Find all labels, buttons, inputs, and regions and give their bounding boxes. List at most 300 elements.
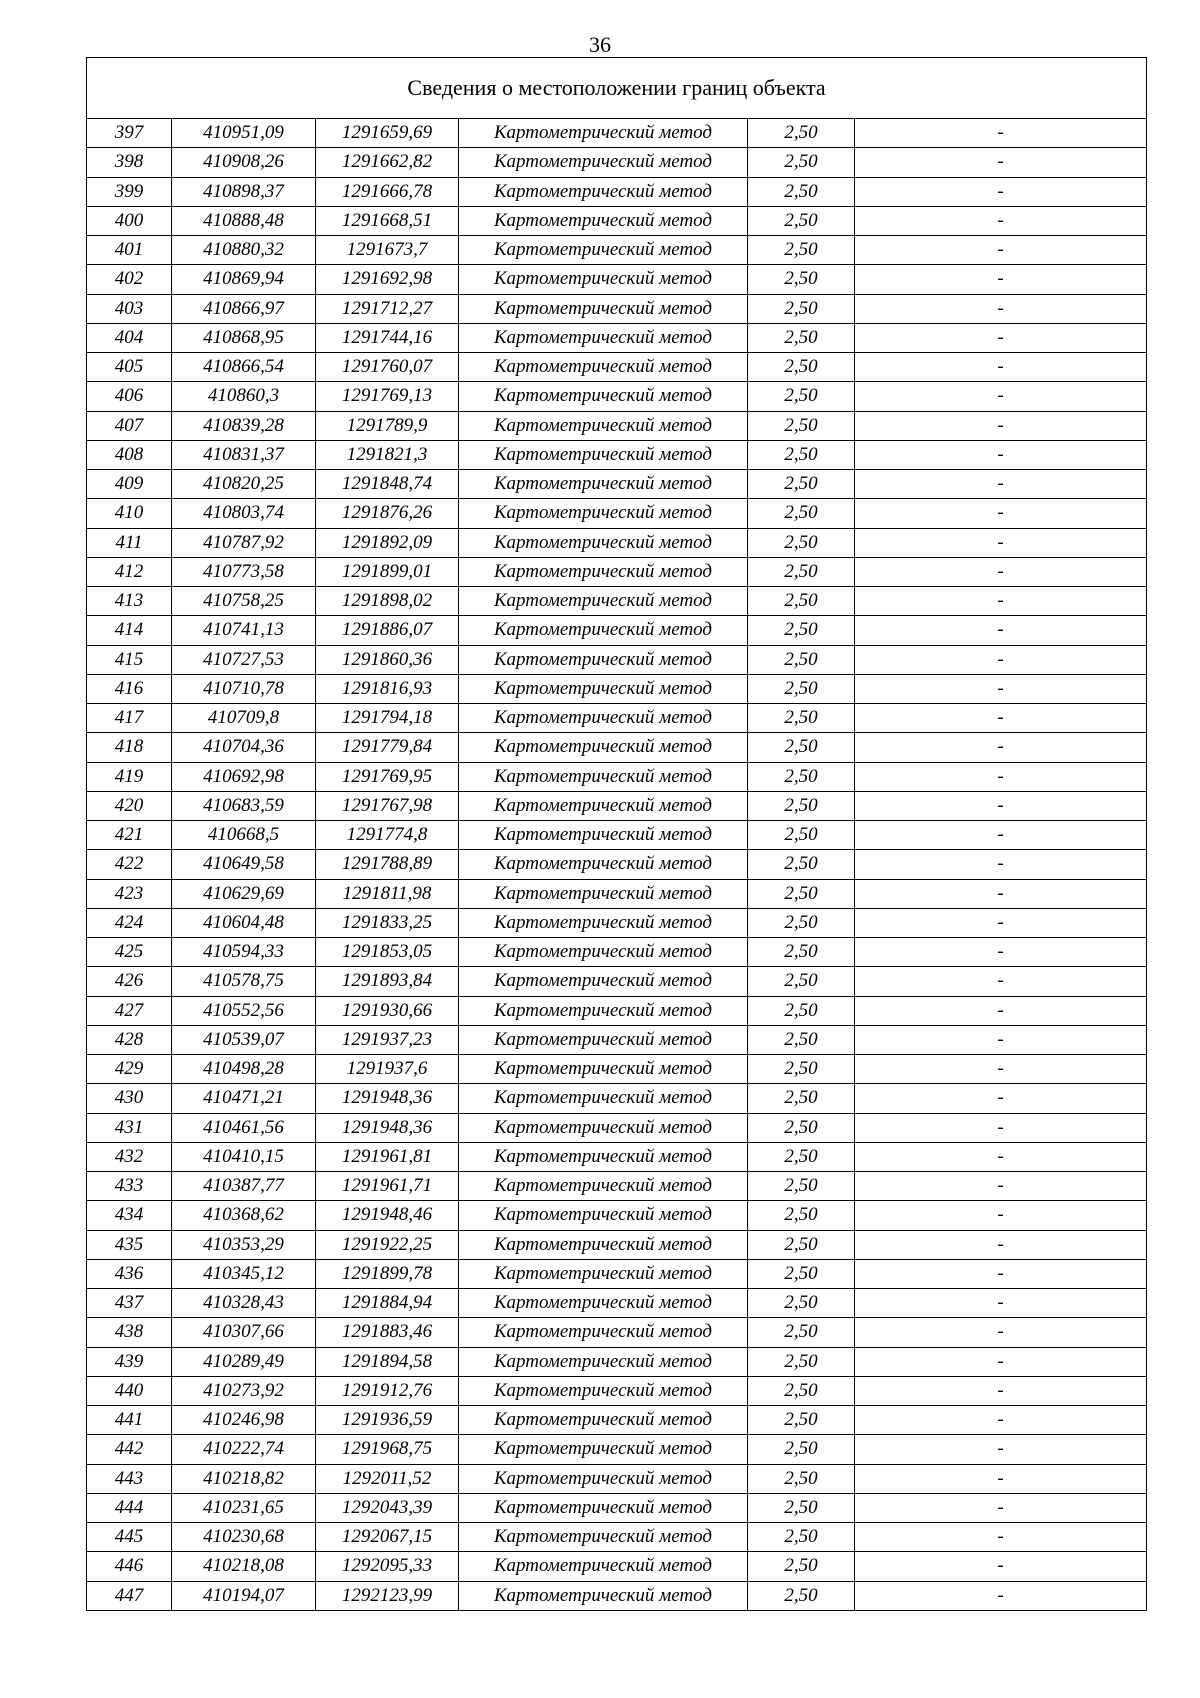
point-number-cell: 445 [87,1523,172,1552]
point-number-cell: 430 [87,1084,172,1113]
point-number-cell: 407 [87,411,172,440]
method-cell: Картометрический метод [459,1435,748,1464]
point-number-cell: 429 [87,1055,172,1084]
method-cell: Картометрический метод [459,879,748,908]
x-coordinate-cell: 410649,58 [172,850,316,879]
accuracy-cell: 2,50 [748,528,855,557]
point-number-cell: 398 [87,148,172,177]
y-coordinate-cell: 1291912,76 [316,1376,459,1405]
point-number-cell: 422 [87,850,172,879]
accuracy-cell: 2,50 [748,1581,855,1610]
table-row [87,470,1147,499]
x-coordinate-cell: 410307,66 [172,1318,316,1347]
x-coordinate-cell: 410866,97 [172,294,316,323]
table-row [87,1230,1147,1259]
description-cell: - [855,850,1147,879]
method-cell: Картометрический метод [459,1055,748,1084]
accuracy-cell: 2,50 [748,1318,855,1347]
y-coordinate-cell: 1291883,46 [316,1318,459,1347]
y-coordinate-cell: 1291936,59 [316,1406,459,1435]
point-number-cell: 443 [87,1464,172,1493]
table-row [87,499,1147,528]
y-coordinate-cell: 1291666,78 [316,177,459,206]
accuracy-cell: 2,50 [748,967,855,996]
table-row [87,1055,1147,1084]
table-row [87,879,1147,908]
method-cell: Картометрический метод [459,704,748,733]
accuracy-cell: 2,50 [748,645,855,674]
method-cell: Картометрический метод [459,1259,748,1288]
y-coordinate-cell: 1291898,02 [316,587,459,616]
x-coordinate-cell: 410539,07 [172,1025,316,1054]
table-row [87,1025,1147,1054]
table-row [87,616,1147,645]
method-cell: Картометрический метод [459,323,748,352]
accuracy-cell: 2,50 [748,791,855,820]
point-number-cell: 417 [87,704,172,733]
description-cell: - [855,1142,1147,1171]
point-number-cell: 436 [87,1259,172,1288]
x-coordinate-cell: 410604,48 [172,908,316,937]
description-cell: - [855,1552,1147,1581]
y-coordinate-cell: 1291769,13 [316,382,459,411]
accuracy-cell: 2,50 [748,1406,855,1435]
y-coordinate-cell: 1292123,99 [316,1581,459,1610]
description-cell: - [855,587,1147,616]
table-row [87,967,1147,996]
table-row [87,1201,1147,1230]
x-coordinate-cell: 410387,77 [172,1172,316,1201]
method-cell: Картометрический метод [459,236,748,265]
accuracy-cell: 2,50 [748,908,855,937]
description-cell: - [855,206,1147,235]
description-cell: - [855,411,1147,440]
method-cell: Картометрический метод [459,1552,748,1581]
accuracy-cell: 2,50 [748,1435,855,1464]
point-number-cell: 401 [87,236,172,265]
accuracy-cell: 2,50 [748,879,855,908]
table-row [87,1376,1147,1405]
table-row [87,821,1147,850]
point-number-cell: 428 [87,1025,172,1054]
accuracy-cell: 2,50 [748,411,855,440]
description-cell: - [855,967,1147,996]
table-row [87,1464,1147,1493]
accuracy-cell: 2,50 [748,1259,855,1288]
point-number-cell: 434 [87,1201,172,1230]
table-row [87,1493,1147,1522]
method-cell: Картометрический метод [459,1142,748,1171]
table-row [87,587,1147,616]
accuracy-cell: 2,50 [748,1084,855,1113]
x-coordinate-cell: 410461,56 [172,1113,316,1142]
description-cell: - [855,1201,1147,1230]
method-cell: Картометрический метод [459,294,748,323]
description-cell: - [855,1376,1147,1405]
description-cell: - [855,236,1147,265]
method-cell: Картометрический метод [459,1376,748,1405]
description-cell: - [855,1259,1147,1288]
description-cell: - [855,996,1147,1025]
description-cell: - [855,616,1147,645]
accuracy-cell: 2,50 [748,1464,855,1493]
y-coordinate-cell: 1291961,81 [316,1142,459,1171]
method-cell: Картометрический метод [459,821,748,850]
point-number-cell: 435 [87,1230,172,1259]
table-row [87,850,1147,879]
method-cell: Картометрический метод [459,1289,748,1318]
point-number-cell: 416 [87,674,172,703]
point-number-cell: 440 [87,1376,172,1405]
point-number-cell: 426 [87,967,172,996]
method-cell: Картометрический метод [459,1347,748,1376]
point-number-cell: 415 [87,645,172,674]
x-coordinate-cell: 410629,69 [172,879,316,908]
accuracy-cell: 2,50 [748,440,855,469]
description-cell: - [855,119,1147,148]
y-coordinate-cell: 1291892,09 [316,528,459,557]
method-cell: Картометрический метод [459,470,748,499]
description-cell: - [855,879,1147,908]
method-cell: Картометрический метод [459,908,748,937]
description-cell: - [855,1464,1147,1493]
y-coordinate-cell: 1291948,36 [316,1084,459,1113]
accuracy-cell: 2,50 [748,1523,855,1552]
accuracy-cell: 2,50 [748,1493,855,1522]
y-coordinate-cell: 1291899,78 [316,1259,459,1288]
x-coordinate-cell: 410194,07 [172,1581,316,1610]
y-coordinate-cell: 1291894,58 [316,1347,459,1376]
table-row [87,411,1147,440]
x-coordinate-cell: 410709,8 [172,704,316,733]
y-coordinate-cell: 1291779,84 [316,733,459,762]
point-number-cell: 406 [87,382,172,411]
method-cell: Картометрический метод [459,1084,748,1113]
x-coordinate-cell: 410820,25 [172,470,316,499]
x-coordinate-cell: 410328,43 [172,1289,316,1318]
table-row [87,1581,1147,1610]
table-row [87,1259,1147,1288]
description-cell: - [855,704,1147,733]
x-coordinate-cell: 410803,74 [172,499,316,528]
method-cell: Картометрический метод [459,850,748,879]
y-coordinate-cell: 1292095,33 [316,1552,459,1581]
point-number-cell: 441 [87,1406,172,1435]
x-coordinate-cell: 410839,28 [172,411,316,440]
point-number-cell: 399 [87,177,172,206]
description-cell: - [855,177,1147,206]
table-row [87,557,1147,586]
method-cell: Картометрический метод [459,382,748,411]
x-coordinate-cell: 410246,98 [172,1406,316,1435]
method-cell: Картометрический метод [459,177,748,206]
point-number-cell: 405 [87,353,172,382]
accuracy-cell: 2,50 [748,1055,855,1084]
description-cell: - [855,440,1147,469]
y-coordinate-cell: 1291659,69 [316,119,459,148]
point-number-cell: 411 [87,528,172,557]
y-coordinate-cell: 1291668,51 [316,206,459,235]
table-row [87,1552,1147,1581]
x-coordinate-cell: 410230,68 [172,1523,316,1552]
y-coordinate-cell: 1291769,95 [316,762,459,791]
description-cell: - [855,1113,1147,1142]
x-coordinate-cell: 410898,37 [172,177,316,206]
table-row [87,996,1147,1025]
table-row [87,938,1147,967]
y-coordinate-cell: 1291673,7 [316,236,459,265]
table-body [87,58,1147,1611]
table-row [87,528,1147,557]
point-number-cell: 438 [87,1318,172,1347]
y-coordinate-cell: 1292011,52 [316,1464,459,1493]
x-coordinate-cell: 410868,95 [172,323,316,352]
method-cell: Картометрический метод [459,996,748,1025]
point-number-cell: 439 [87,1347,172,1376]
table-row [87,1347,1147,1376]
method-cell: Картометрический метод [459,1406,748,1435]
x-coordinate-cell: 410908,26 [172,148,316,177]
table-row [87,1113,1147,1142]
y-coordinate-cell: 1291692,98 [316,265,459,294]
x-coordinate-cell: 410710,78 [172,674,316,703]
accuracy-cell: 2,50 [748,1113,855,1142]
method-cell: Картометрический метод [459,1318,748,1347]
point-number-cell: 420 [87,791,172,820]
description-cell: - [855,1172,1147,1201]
y-coordinate-cell: 1292043,39 [316,1493,459,1522]
method-cell: Картометрический метод [459,148,748,177]
description-cell: - [855,323,1147,352]
table-row [87,206,1147,235]
accuracy-cell: 2,50 [748,236,855,265]
table-row [87,236,1147,265]
y-coordinate-cell: 1291744,16 [316,323,459,352]
point-number-cell: 425 [87,938,172,967]
point-number-cell: 403 [87,294,172,323]
x-coordinate-cell: 410368,62 [172,1201,316,1230]
x-coordinate-cell: 410552,56 [172,996,316,1025]
method-cell: Картометрический метод [459,1230,748,1259]
method-cell: Картометрический метод [459,528,748,557]
description-cell: - [855,1581,1147,1610]
accuracy-cell: 2,50 [748,733,855,762]
accuracy-cell: 2,50 [748,762,855,791]
x-coordinate-cell: 410471,21 [172,1084,316,1113]
accuracy-cell: 2,50 [748,148,855,177]
point-number-cell: 419 [87,762,172,791]
accuracy-cell: 2,50 [748,850,855,879]
accuracy-cell: 2,50 [748,382,855,411]
table-row [87,265,1147,294]
description-cell: - [855,353,1147,382]
x-coordinate-cell: 410218,82 [172,1464,316,1493]
method-cell: Картометрический метод [459,440,748,469]
description-cell: - [855,674,1147,703]
x-coordinate-cell: 410880,32 [172,236,316,265]
y-coordinate-cell: 1291937,6 [316,1055,459,1084]
point-number-cell: 431 [87,1113,172,1142]
accuracy-cell: 2,50 [748,265,855,294]
y-coordinate-cell: 1291899,01 [316,557,459,586]
x-coordinate-cell: 410727,53 [172,645,316,674]
x-coordinate-cell: 410951,09 [172,119,316,148]
description-cell: - [855,1493,1147,1522]
y-coordinate-cell: 1291848,74 [316,470,459,499]
x-coordinate-cell: 410498,28 [172,1055,316,1084]
accuracy-cell: 2,50 [748,1025,855,1054]
accuracy-cell: 2,50 [748,177,855,206]
description-cell: - [855,733,1147,762]
accuracy-cell: 2,50 [748,206,855,235]
description-cell: - [855,294,1147,323]
x-coordinate-cell: 410410,15 [172,1142,316,1171]
boundary-coordinates-table [86,57,1147,1611]
point-number-cell: 408 [87,440,172,469]
point-number-cell: 444 [87,1493,172,1522]
table-row [87,645,1147,674]
method-cell: Картометрический метод [459,645,748,674]
x-coordinate-cell: 410345,12 [172,1259,316,1288]
table-row [87,1318,1147,1347]
accuracy-cell: 2,50 [748,119,855,148]
table-row [87,1406,1147,1435]
point-number-cell: 432 [87,1142,172,1171]
point-number-cell: 414 [87,616,172,645]
accuracy-cell: 2,50 [748,470,855,499]
method-cell: Картометрический метод [459,119,748,148]
method-cell: Картометрический метод [459,938,748,967]
method-cell: Картометрический метод [459,967,748,996]
table-row [87,1523,1147,1552]
accuracy-cell: 2,50 [748,996,855,1025]
method-cell: Картометрический метод [459,499,748,528]
point-number-cell: 409 [87,470,172,499]
y-coordinate-cell: 1291662,82 [316,148,459,177]
method-cell: Картометрический метод [459,1025,748,1054]
accuracy-cell: 2,50 [748,704,855,733]
method-cell: Картометрический метод [459,616,748,645]
description-cell: - [855,1435,1147,1464]
point-number-cell: 424 [87,908,172,937]
description-cell: - [855,265,1147,294]
page-number: 36 [589,32,611,57]
description-cell: - [855,821,1147,850]
description-cell: - [855,1406,1147,1435]
description-cell: - [855,908,1147,937]
y-coordinate-cell: 1292067,15 [316,1523,459,1552]
accuracy-cell: 2,50 [748,1552,855,1581]
x-coordinate-cell: 410866,54 [172,353,316,382]
method-cell: Картометрический метод [459,1523,748,1552]
accuracy-cell: 2,50 [748,1230,855,1259]
description-cell: - [855,1084,1147,1113]
table-row [87,382,1147,411]
x-coordinate-cell: 410289,49 [172,1347,316,1376]
method-cell: Картометрический метод [459,1493,748,1522]
y-coordinate-cell: 1291816,93 [316,674,459,703]
y-coordinate-cell: 1291760,07 [316,353,459,382]
y-coordinate-cell: 1291774,8 [316,821,459,850]
x-coordinate-cell: 410683,59 [172,791,316,820]
description-cell: - [855,1523,1147,1552]
accuracy-cell: 2,50 [748,1289,855,1318]
x-coordinate-cell: 410741,13 [172,616,316,645]
table-row [87,1435,1147,1464]
table-row [87,119,1147,148]
x-coordinate-cell: 410888,48 [172,206,316,235]
accuracy-cell: 2,50 [748,1142,855,1171]
accuracy-cell: 2,50 [748,557,855,586]
point-number-cell: 397 [87,119,172,148]
point-number-cell: 447 [87,1581,172,1610]
accuracy-cell: 2,50 [748,1347,855,1376]
table-row [87,908,1147,937]
table-row [87,791,1147,820]
table-row [87,177,1147,206]
point-number-cell: 404 [87,323,172,352]
point-number-cell: 400 [87,206,172,235]
accuracy-cell: 2,50 [748,674,855,703]
table-row [87,733,1147,762]
y-coordinate-cell: 1291948,36 [316,1113,459,1142]
description-cell: - [855,645,1147,674]
description-cell: - [855,1055,1147,1084]
point-number-cell: 423 [87,879,172,908]
y-coordinate-cell: 1291937,23 [316,1025,459,1054]
x-coordinate-cell: 410353,29 [172,1230,316,1259]
point-number-cell: 418 [87,733,172,762]
x-coordinate-cell: 410869,94 [172,265,316,294]
method-cell: Картометрический метод [459,265,748,294]
description-cell: - [855,499,1147,528]
accuracy-cell: 2,50 [748,323,855,352]
x-coordinate-cell: 410222,74 [172,1435,316,1464]
y-coordinate-cell: 1291876,26 [316,499,459,528]
table-row [87,704,1147,733]
y-coordinate-cell: 1291948,46 [316,1201,459,1230]
table-row [87,1289,1147,1318]
description-cell: - [855,938,1147,967]
accuracy-cell: 2,50 [748,1172,855,1201]
point-number-cell: 437 [87,1289,172,1318]
accuracy-cell: 2,50 [748,1201,855,1230]
x-coordinate-cell: 410758,25 [172,587,316,616]
x-coordinate-cell: 410860,3 [172,382,316,411]
table-row [87,440,1147,469]
description-cell: - [855,382,1147,411]
method-cell: Картометрический метод [459,733,748,762]
x-coordinate-cell: 410692,98 [172,762,316,791]
point-number-cell: 442 [87,1435,172,1464]
description-cell: - [855,791,1147,820]
table-row [87,674,1147,703]
method-cell: Картометрический метод [459,1172,748,1201]
method-cell: Картометрический метод [459,1581,748,1610]
y-coordinate-cell: 1291930,66 [316,996,459,1025]
y-coordinate-cell: 1291961,71 [316,1172,459,1201]
x-coordinate-cell: 410704,36 [172,733,316,762]
x-coordinate-cell: 410594,33 [172,938,316,967]
point-number-cell: 402 [87,265,172,294]
accuracy-cell: 2,50 [748,616,855,645]
table-title: Сведения о местоположении границ объекта [87,58,1147,119]
y-coordinate-cell: 1291788,89 [316,850,459,879]
point-number-cell: 421 [87,821,172,850]
description-cell: - [855,557,1147,586]
y-coordinate-cell: 1291922,25 [316,1230,459,1259]
point-number-cell: 446 [87,1552,172,1581]
